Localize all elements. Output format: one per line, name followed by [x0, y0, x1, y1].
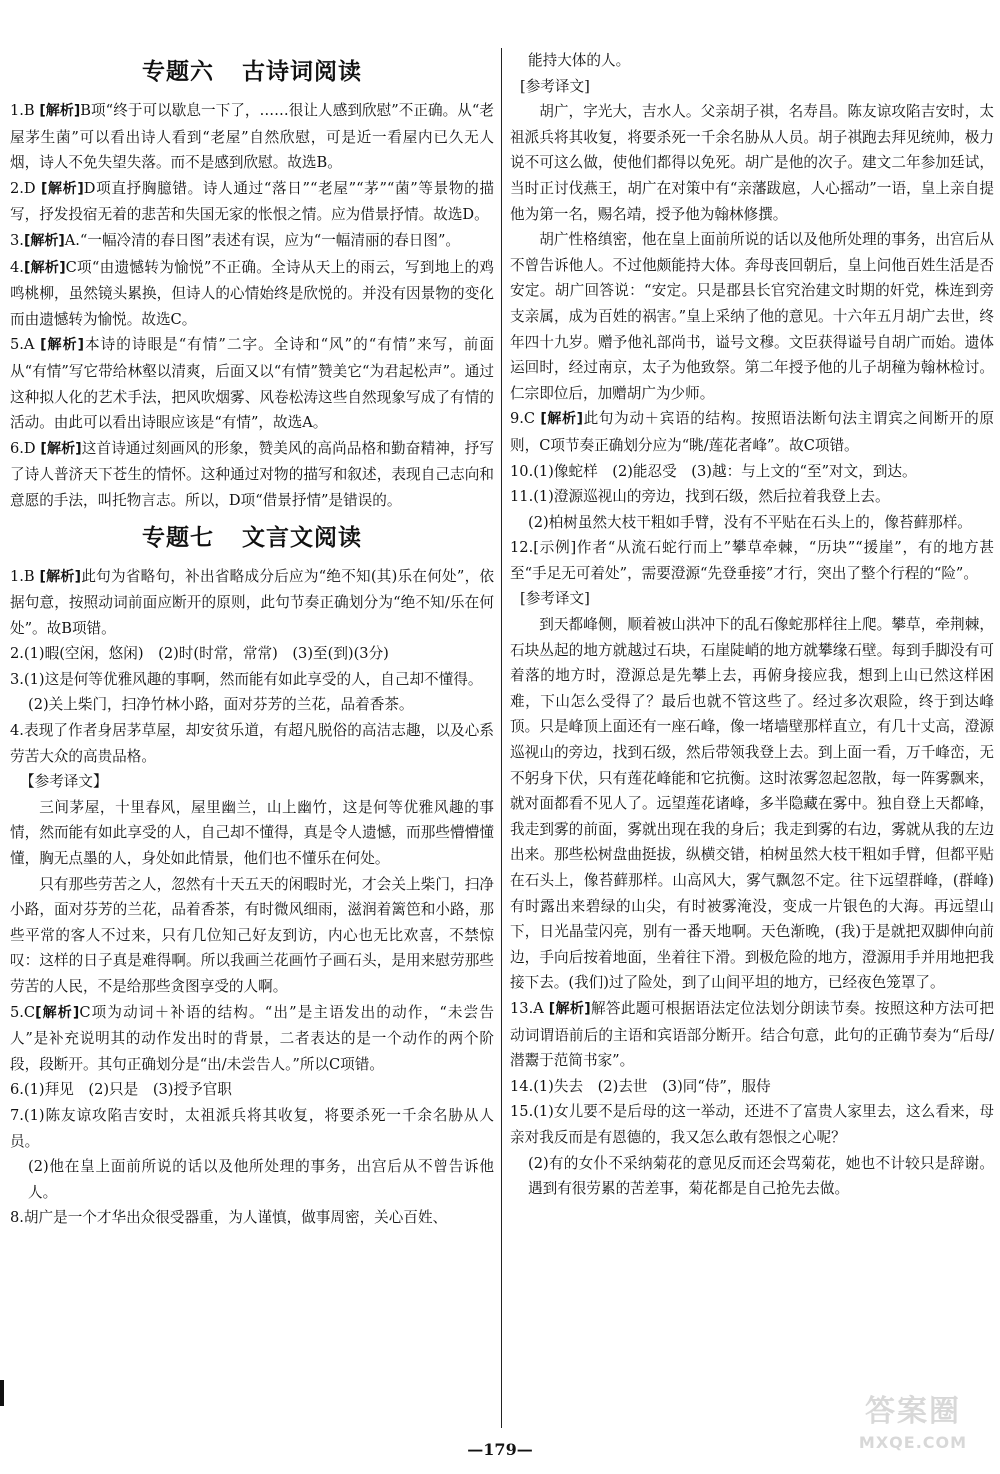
answer-item: 4.[解析]C项“由遗憾转为愉悦”不正确。全诗从天上的雨云，写到地上的鸡鸣桃柳，虽然镜头累换，但诗人的心情始终是欣悦的。并没有因景物的变化而由遗憾转为愉悦。故选C。 [10, 258, 494, 328]
answer-subitem: (2)有的女仆不采纳菊花的意见反而还会骂菊花，她也不计较只是辞谢。遇到有很劳累的苦差事，菊花都是自己抢先去做。 [528, 1154, 994, 1198]
right-column [510, 48, 994, 1202]
answer-item: 2.D [解析]D项直抒胸臆错。诗人通过“落日”“老屋”“茅”“菌”等景物的描写，抒发投宿无着的悲苦和失国无家的怅恨之情。应为借景抒情。故选D。 [10, 179, 495, 224]
translation-paragraph: 只有那些劳苦之人，忽然有十天五天的闲暇时光，才会关上柴门，扫净小路，面对芬芳的兰花，品着香茶，有时微风细雨，滋润着篱笆和小路，那些平常的客人不过来，只有几位知己好友到访，内心也无比欢喜，不禁惊叹：这样的日子真是难得啊。所以我画兰花画竹子画石头，是用来慰劳那些劳苦的人民，不是给那些贪图享受的人啊。 [10, 875, 494, 995]
answer-item: 6.D [解析]这首诗通过刻画风的形象，赞美风的高尚品格和勤奋精神，抒写了诗人普济天下苍生的情怀。这种通过对物的描写和叙述，表现自己志向和意愿的手法，叫托物言志。所以，D项“借景抒情”是错误的。 [10, 439, 494, 509]
answer-item: 7.(1)陈友谅攻陷吉安时，太祖派兵将其收复，将要杀死一千余名胁从人员。 [10, 1106, 494, 1150]
section-title-7: 专题七 文言文阅读 [142, 524, 362, 551]
answer-item: 13.A [解析]解答此题可根据语法定位法划分朗读节奏。按照这种方法可把动词谓语前后的主语和宾语部分断开。结合句意，此句的正确节奏为“后母/潜鬻于范简书家”。 [510, 999, 995, 1070]
answer-item: 5.A [解析]本诗的诗眼是“有情”二字。全诗和“风”的“有情”来写，前面从“有情”写它带给林壑以清爽，后面又以“有情”赞美它“为君起松声”。通过这种拟人化的艺术手法，把风吹烟雾、风卷松涛这些自然现象写成了有情的活动。由此可以看出诗眼应该是“有情”，故选A。 [10, 336, 494, 432]
watermark-text: 答案圈 [865, 1394, 961, 1429]
watermark-logo [838, 1392, 988, 1468]
translation-paragraph: 胡广，字光大，吉水人。父亲胡子祺，名寿昌。陈友谅攻陷吉安时，太祖派兵将其收复，将要杀死一千余名胁从人员。胡子祺跑去拜见统帅，极力说不可这么做，使他们都得以免死。胡广是他的次子。建文二年参加廷试，当时正讨伐燕王，胡广在对策中有“亲藩跋扈，人心摇动”一语，皇上亲自提他为第一名，赐名靖，授予他为翰林修撰。 [510, 103, 994, 223]
answer-item: 15.(1)女儿要不是后母的这一举动，还进不了富贵人家里去，这么看来，母亲对我反而是有恩德的，我又怎么敢有怨恨之心呢？ [510, 1103, 994, 1146]
translation-paragraph: 三间茅屋，十里春风，屋里幽兰，山上幽竹，这是何等优雅风趣的事情，然而能有如此享受的人，自己却不懂得，真是令人遗憾，而那些懵懵懂懂，胸无点墨的人，身处如此情景，他们也不懂乐在何处。 [10, 798, 494, 868]
reference-translation-label: 【参考译文】 [20, 773, 108, 791]
left-column [10, 48, 494, 1231]
reference-translation-label: [参考译文] [520, 77, 590, 95]
answer-item: 9.C [解析]此句为动＋宾语的结构。按照语法断句法主谓宾之间断开的原则，C项节奏正确划分应为“眺/莲花者峰”。故C项错。 [510, 410, 994, 454]
answer-item: 12.[示例]作者“从流石蛇行而上”攀草牵棘，“历块”“援崖”，有的地方甚至“手足无可着处”，需要澄源“先登垂接”才行，突出了整个行程的“险”。 [510, 539, 994, 582]
answer-item: 4.表现了作者身居茅草屋，却安贫乐道，有超凡脱俗的高洁志趣，以及心系劳苦大众的高贵品格。 [10, 722, 494, 765]
answer-subitem: (2)柏树虽然大枝干粗如手臂，没有不平贴在石头上的，像苔藓那样。 [528, 513, 972, 531]
answer-subitem: (2)他在皇上面前所说的话以及他所处理的事务，出宫后从不曾告诉他人。 [28, 1158, 494, 1201]
answer-item: 3.[解析]A.“一幅冷清的春日图”表述有误，应为“一幅清丽的春日图”。 [10, 231, 461, 249]
section-title-6: 专题六 古诗词阅读 [142, 59, 362, 85]
answer-item: 2.(1)暇(空闲，悠闲) (2)时(时常，常常) (3)至(到)(3分) [10, 645, 389, 663]
answer-item: 8.胡广是一个才华出众很受器重，为人谨慎，做事周密，关心百姓、 [10, 1209, 448, 1227]
answer-item: 11.(1)澄源巡视山的旁边，找到石级，然后拉着我登上去。 [510, 488, 890, 506]
answer-item: 3.(1)这是何等优雅风趣的事啊，然而能有如此享受的人，自己却不懂得。 [10, 670, 483, 688]
column-divider [501, 48, 502, 1428]
binding-mark [0, 1380, 4, 1406]
answer-item: 1.B [解析]B项“终于可以歇息一下了，……很让人感到欣慰”不正确。从“老屋茅生菌”可以看出诗人看到“老屋”自然欣慰，可是近一看屋内已久无人烟，诗人不免失望失落。而不是感到欣慰。故选B。 [10, 102, 495, 172]
answer-item: 1.B [解析]此句为省略句，补出省略成分后应为“绝不知(其)乐在何处”，依据句意，按照动词前面应断开的原则，此句节奏正确划分为“绝不知/乐在何处”。故B项错。 [10, 567, 495, 637]
translation-paragraph: 到天都峰侧，顺着被山洪冲下的乱石像蛇那样往上爬。攀草，牵荆棘，石块丛起的地方就越过石块，石崖陡峭的地方就攀缘石壁。每到手脚没有可着落的地方时，澄源总是先攀上去，再俯身接应我，想到上山已然这样困难，下山怎么受得了？最后也就不管这些了。经过多次艰险，终于到达峰顶。只是峰顶上面还有一座石峰，像一堵墙壁那样直立，有几十丈高，澄源巡视山的旁边，找到石级，然后带领我登上去。到上面一看，万千峰峦，无不躬身下伏，只有莲花峰能和它抗衡。这时浓雾忽起忽散，每一阵雾飘来，就对面都看不见人了。远望莲花诸峰，多半隐藏在雾中。独自登上天都峰，我走到雾的前面，雾就出现在我的身后；我走到雾的右边，雾就从我的左边出来。那些松树盘曲挺拔，纵横交错，柏树虽然大枝干粗如手臂，但都平贴在石头上，像苔藓那样。山高风大，雾气飘忽不定。往下远望群峰，(群峰)有时露出来碧绿的山尖，有时被雾淹没，变成一片银色的大海。再远望山下，日光晶莹闪亮，别有一番天地啊。天色渐晚，(我)于是就把双脚伸向前边，手向后按着地面，坐着往下滑。到极危险的地方，澄源用手并用地把我接下去。(我们)过了险处，到了山间平坦的地方，已经夜色笼罩了。 [510, 616, 994, 992]
answer-item: 14.(1)失去 (2)去世 (3)同“侍”，服侍 [510, 1077, 771, 1095]
reference-translation-label: [参考译文] [520, 590, 590, 608]
answer-item: 6.(1)拜见 (2)只是 (3)授予官职 [10, 1081, 232, 1099]
answer-item: 10.(1)像蛇样 (2)能忍受 (3)越：与上文的“至”对文，到达。 [510, 462, 917, 480]
watermark-url: MXQE.COM [858, 1433, 968, 1452]
answer-item: 5.C[解析]C项为动词＋补语的结构。“出”是主语发出的动作，“未尝告人”是补充说明其的动作发出时的背景，二者表达的是一个动作的两个阶段，段断开。其句正确划分是“出/未尝告人。”所以C项错。 [10, 1003, 494, 1073]
page-number: —179— [467, 1440, 533, 1459]
answer-continuation: 能持大体的人。 [528, 52, 631, 69]
answer-subitem: (2)关上柴门，扫净竹林小路，面对芬芳的兰花，品着香茶。 [28, 696, 414, 714]
translation-paragraph: 胡广性格缜密，他在皇上面前所说的话以及他所处理的事务，出宫后从不曾告诉他人。不过他颇能持大体。奔母丧回朝后，皇上问他百姓生活是否安定。胡广回答说：“安定。只是郡县长官究治建文时期的奸党，株连到旁支亲属，成为百姓的祸害。”皇上采纳了他的意见。十六年五月胡广去世，终年四十九岁。赠予他礼部尚书，谥号文穆。文臣获得谥号自胡广而始。遗体运回时，经过南京，太子为他致祭。第二年授予他的儿子胡穜为翰林检讨。仁宗即位后，加赠胡广为少师。 [510, 231, 994, 402]
